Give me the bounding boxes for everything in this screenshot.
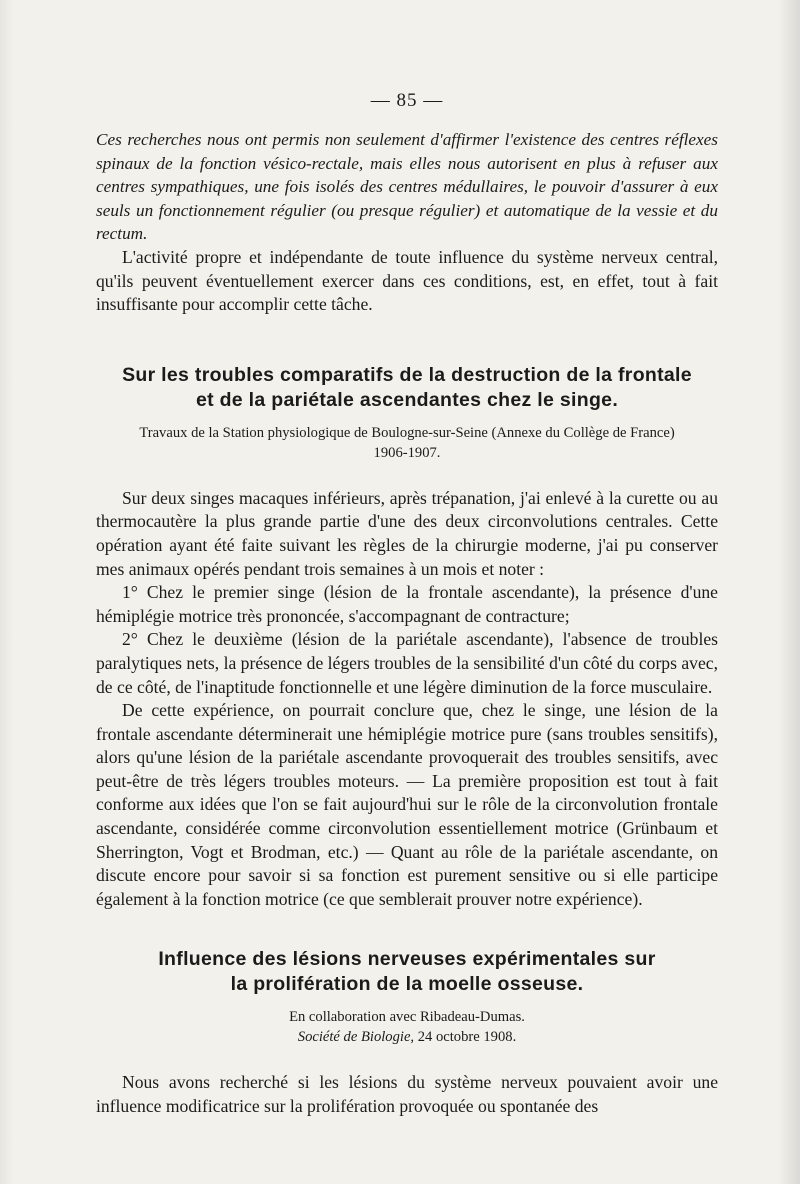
section1-paragraph1: Sur deux singes macaques inférieurs, après trépanation, j'ai enlevé à la curette ou au thermocautère la plus grande partie d'une des deux circonvolutions centrales. Cette opération ayant été faite suivant les règles de la chirurgie moderne, j'ai pu conserver mes animaux opérés pendant trois semaines à un mois et noter : (96, 487, 718, 579)
section2-source-date: 24 octobre 1908. (414, 1029, 517, 1046)
section1-item2: 2° Chez le deuxième (lésion de la pariétale ascendante), l'absence de troubles paralytiques nets, la présence de légers troubles de la sensibilité d'un côté du corps avec, de ce côté, de l'inaptitude fonctionnelle et une légère diminution de la force musculaire. (96, 629, 718, 697)
section2-title-line1: Influence des lésions nerveuses expérimentales sur (158, 948, 656, 971)
page-gutter-shadow (778, 0, 800, 1184)
section2-source (96, 1007, 718, 1047)
spacer (96, 1047, 718, 1071)
section1-item1: 1° Chez le premier singe (lésion de la frontale ascendante), la présence d'une hémiplégie motrice très prononcée, s'accompagnant de contracture; (96, 582, 718, 626)
section1-source (96, 423, 718, 463)
page-content (96, 90, 718, 1119)
intro-italic-paragraph: Ces recherches nous ont permis non seulement d'affirmer l'existence des centres réflexes spinaux de la fonction vésico-rectale, mais elles nous autorisent en plus à refuser aux centres sympathiques, une fois isolés des centres médullaires, le pouvoir d'assurer à eux seuls un fonctionnement régulier (ou presque régulier) et automatique de la vessie et du rectum. (96, 130, 718, 244)
section2-source-journal: Société de Biologie, (297, 1029, 415, 1046)
section1-source-line1: Travaux de la Station physiologique de Boulogne-sur-Seine (Annexe du Collège de France) (139, 424, 675, 441)
section1-title-line1: Sur les troubles comparatifs de la destruction de la frontale (122, 363, 692, 386)
section2-title (96, 947, 718, 997)
spacer (96, 463, 718, 487)
section2-title-line2: la prolifération de la moelle osseuse. (230, 973, 584, 996)
section2-paragraph1: Nous avons recherché si les lésions du système nerveux pouvaient avoir une influence modificatrice sur la prolifération provoquée ou spontanée des (96, 1072, 718, 1117)
page-left-shadow (0, 0, 14, 1184)
page-number: — 85 — (370, 90, 444, 111)
section1-source-line2: 1906-1907. (373, 444, 441, 461)
section1-paragraph2: De cette expérience, on pourrait conclure que, chez le singe, une lésion de la frontale ascendante déterminerait une hémiplégie motrice pure (sans troubles sensitifs), alors qu'une lésion de la pariétale ascendante provoquerait des troubles sensitifs, avec peut-être de très légers troubles moteurs. — La première proposition est tout à fait conforme aux idées que l'on se fait aujourd'hui sur le rôle de la circonvolution frontale ascendante, considérée comme circonvolution essentiellement motrice (Grünbaum et Sherrington, Vogt et Brodman, etc.) — Quant au rôle de la pariétale ascendante, on discute encore pour savoir si sa fonction est purement sensitive ou si elle participe également à la fonction motrice (ce que semblerait prouver notre expérience). (96, 700, 718, 909)
section1-title (96, 363, 718, 413)
intro-paragraph: L'activité propre et indépendante de toute influence du système nerveux central, qu'ils peuvent éventuellement exercer dans ces conditions, est, en effet, tout à fait insuffisante pour accomplir cette tâche. (96, 246, 718, 315)
section1-title-line2: et de la pariétale ascendantes chez le singe. (195, 388, 619, 411)
section2-collab-line: En collaboration avec Ribadeau-Dumas. (289, 1009, 525, 1026)
